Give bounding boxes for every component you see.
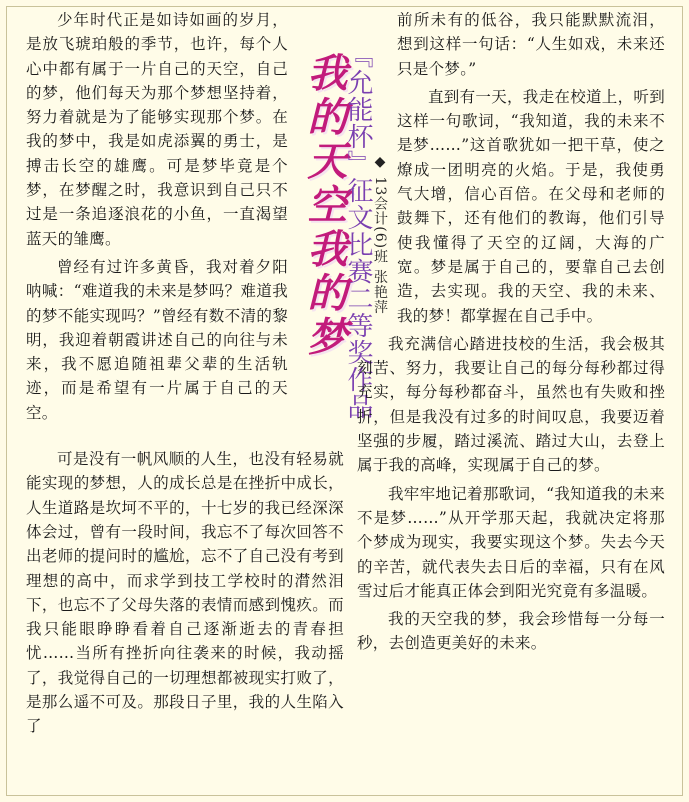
author-line: ◆ 13会计(6)班 张艳萍 [372, 154, 388, 315]
article-subtitle: 『允能杯』征文比赛二等奖作品 [343, 42, 373, 420]
paragraph-7: 我牢牢地记着那歌词，“我知道我的未来不是梦……”从开学那天起，我就决定将那个梦成为现实，我要实现这个梦。失去今天的辛苦，就代表失去日后的幸福，只有在风雪过后才能真正体会到阳光究竟有多温暖。 [357, 484, 665, 600]
article-title: 我的天空我的梦 [301, 52, 347, 360]
paragraph-5: 直到有一天，我走在校道上，听到这样一句歌词，“我知道，我的未来不是梦……”这首歌犹如一把干草，使之燎成一团明亮的火焰。于是，我使勇气大增，信心百倍。在父母和老师的鼓舞下，还有他们的教诲，他们引导使我懂得了天空的辽阔，大海的广宽。梦是属于自己的，要靠自己去创造，去实现。我的天空、我的未来、我的梦！都掌握在自己手中。 [397, 87, 666, 325]
paragraph-4: 前所未有的低谷，我只能默默流泪，想到这样一句话：“人生如戏，未来还只是个梦。” [397, 11, 665, 78]
paragraph-8: 我的天空我的梦，我会珍惜每一分每一秒，去创造更美好的未来。 [357, 610, 665, 653]
paragraph-2: 曾经有过许多黄昏，我对着夕阳呐喊：“难道我的未来是梦吗？难道我的梦不能实现吗？”曾经有数不清的黎明，我迎着朝霞讲述自己的向往与未来，我不愿追随祖辈父辈的生活轨迹，而是希望有一片属于自己的天空。 [26, 257, 288, 422]
paragraph-6: 我充满信心踏进技校的生活，我会极其刻苦、努力，我要让自己的每分每秒都过得充实，每分每秒都奋斗，虽然也有失败和挫折，但是我没有过多的时间叹息，我要迈着坚强的步履，踏过溪流、踏过大山，去登上属于我的高峰，实现属于自己的梦。 [357, 334, 665, 475]
paragraph-3: 可是没有一帆风顺的人生，也没有轻易就能实现的梦想，人的成长总是在挫折中成长，人生道路是坎坷不平的，十七岁的我已经深深体会过，曾有一段时间，我忘不了每次回答不出老师的提问时的尴尬，忘不了自己没有考到理想的高中，而求学到技工学校时的潸然泪下，也忘不了父母失落的表情而感到愧疚。而我只能眼睁睁看着自己逐渐逝去的青春担忧……当所有挫折向往袭来的时候，我动摇了，我觉得自己的一切理想都被现实打败了，是那么遥不可及。那段日子里，我的人生陷入了 [26, 450, 344, 736]
paragraph-1: 少年时代正是如诗如画的岁月，是放飞琥珀般的季节，也许，每个人心中都有属于一片自己的天空，自己的梦，他们每天为那个梦想坚持着，努力着就是为了能够实现那个梦。在我的梦中，我是如虎添翼的勇士，是搏击长空的雄鹰。可是梦毕竟是个梦，在梦醒之时，我意识到自己只不过是一条追逐浪花的小鱼，一直渴望蓝天的雏鹰。 [26, 11, 288, 248]
